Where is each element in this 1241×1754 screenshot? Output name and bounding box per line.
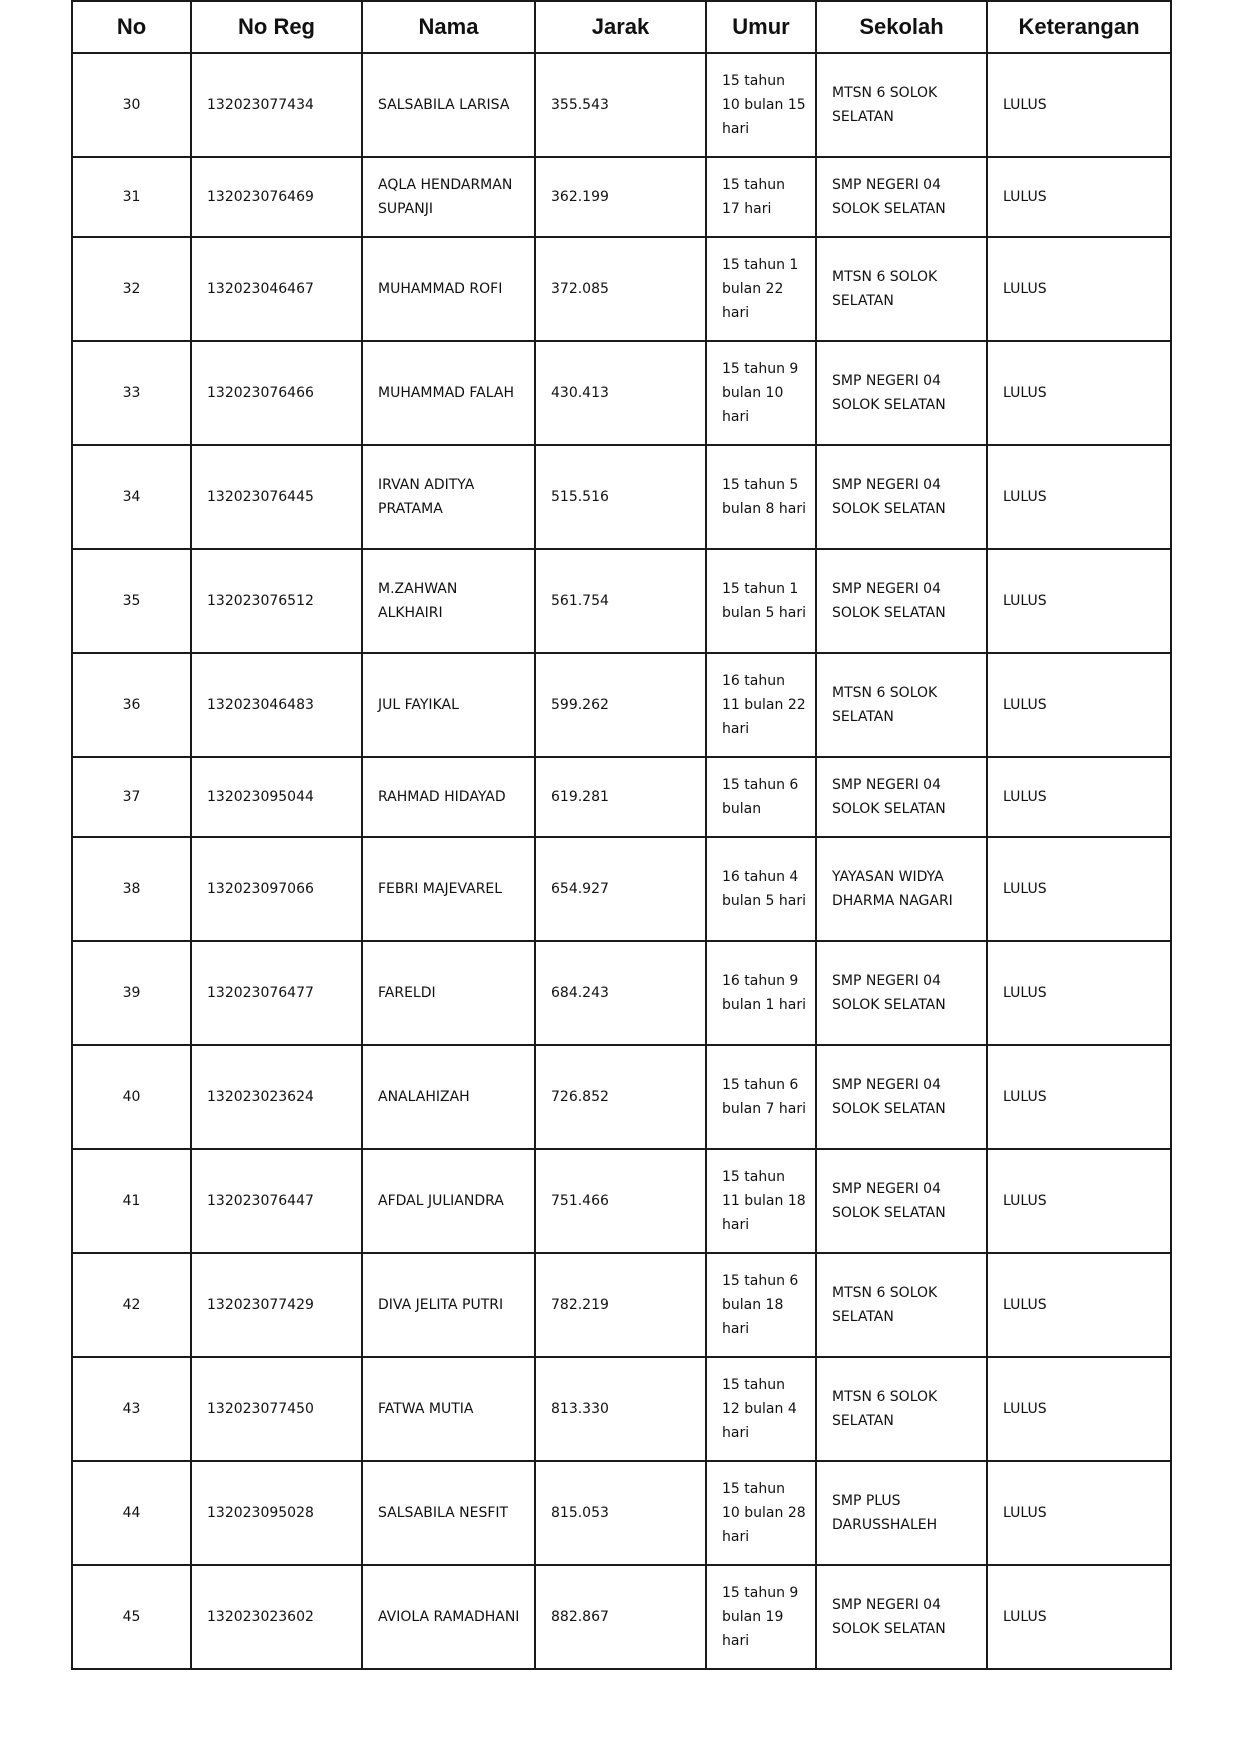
cell-no: 40: [72, 1045, 191, 1149]
cell-keterangan: LULUS: [987, 653, 1171, 757]
cell-nama: SALSABILA NESFIT: [362, 1461, 535, 1565]
cell-no-reg: 132023077429: [191, 1253, 362, 1357]
cell-no-reg: 132023023602: [191, 1565, 362, 1669]
cell-keterangan: LULUS: [987, 1149, 1171, 1253]
cell-no: 45: [72, 1565, 191, 1669]
cell-keterangan: LULUS: [987, 341, 1171, 445]
cell-sekolah: SMP NEGERI 04 SOLOK SELATAN: [816, 757, 987, 837]
cell-no: 37: [72, 757, 191, 837]
cell-umur: 16 tahun 4 bulan 5 hari: [706, 837, 816, 941]
cell-no: 44: [72, 1461, 191, 1565]
cell-jarak: 355.543: [535, 53, 706, 157]
cell-keterangan: LULUS: [987, 157, 1171, 237]
cell-no: 43: [72, 1357, 191, 1461]
cell-keterangan: LULUS: [987, 237, 1171, 341]
cell-umur: 15 tahun 6 bulan 18 hari: [706, 1253, 816, 1357]
cell-jarak: 882.867: [535, 1565, 706, 1669]
cell-no: 36: [72, 653, 191, 757]
cell-jarak: 813.330: [535, 1357, 706, 1461]
cell-no-reg: 132023023624: [191, 1045, 362, 1149]
table-header: [72, 1, 1171, 53]
cell-no: 38: [72, 837, 191, 941]
cell-nama: RAHMAD HIDAYAD: [362, 757, 535, 837]
cell-jarak: 782.219: [535, 1253, 706, 1357]
cell-no: 39: [72, 941, 191, 1045]
cell-keterangan: LULUS: [987, 1461, 1171, 1565]
cell-no: 34: [72, 445, 191, 549]
results-table: [71, 0, 1172, 1670]
cell-nama: FARELDI: [362, 941, 535, 1045]
cell-nama: M.ZAHWAN ALKHAIRI: [362, 549, 535, 653]
cell-keterangan: LULUS: [987, 1357, 1171, 1461]
cell-sekolah: MTSN 6 SOLOK SELATAN: [816, 1357, 987, 1461]
cell-no: 32: [72, 237, 191, 341]
table-row: [72, 837, 1171, 941]
cell-jarak: 751.466: [535, 1149, 706, 1253]
cell-jarak: 515.516: [535, 445, 706, 549]
table-row: [72, 237, 1171, 341]
table-row: [72, 941, 1171, 1045]
table-row: [72, 1357, 1171, 1461]
cell-no-reg: 132023095028: [191, 1461, 362, 1565]
cell-no: 42: [72, 1253, 191, 1357]
cell-keterangan: LULUS: [987, 941, 1171, 1045]
cell-no-reg: 132023076477: [191, 941, 362, 1045]
cell-no-reg: 132023076466: [191, 341, 362, 445]
table-row: [72, 445, 1171, 549]
cell-keterangan: LULUS: [987, 53, 1171, 157]
cell-nama: SALSABILA LARISA: [362, 53, 535, 157]
header-no: No: [72, 1, 191, 53]
cell-no-reg: 132023076469: [191, 157, 362, 237]
header-nama: Nama: [362, 1, 535, 53]
cell-jarak: 599.262: [535, 653, 706, 757]
cell-sekolah: SMP NEGERI 04 SOLOK SELATAN: [816, 157, 987, 237]
cell-umur: 15 tahun 6 bulan 7 hari: [706, 1045, 816, 1149]
cell-sekolah: SMP PLUS DARUSSHALEH: [816, 1461, 987, 1565]
cell-nama: AVIOLA RAMADHANI: [362, 1565, 535, 1669]
cell-nama: FEBRI MAJEVAREL: [362, 837, 535, 941]
cell-no: 33: [72, 341, 191, 445]
cell-no: 30: [72, 53, 191, 157]
cell-jarak: 684.243: [535, 941, 706, 1045]
cell-nama: AFDAL JULIANDRA: [362, 1149, 535, 1253]
cell-jarak: 362.199: [535, 157, 706, 237]
cell-nama: DIVA JELITA PUTRI: [362, 1253, 535, 1357]
cell-jarak: 619.281: [535, 757, 706, 837]
cell-no-reg: 132023077434: [191, 53, 362, 157]
cell-nama: FATWA MUTIA: [362, 1357, 535, 1461]
table-row: [72, 653, 1171, 757]
cell-keterangan: LULUS: [987, 1565, 1171, 1669]
cell-sekolah: SMP NEGERI 04 SOLOK SELATAN: [816, 1149, 987, 1253]
cell-sekolah: MTSN 6 SOLOK SELATAN: [816, 237, 987, 341]
cell-jarak: 561.754: [535, 549, 706, 653]
cell-keterangan: LULUS: [987, 1253, 1171, 1357]
table-row: [72, 341, 1171, 445]
table-row: [72, 1461, 1171, 1565]
cell-nama: AQLA HENDARMAN SUPANJI: [362, 157, 535, 237]
cell-keterangan: LULUS: [987, 1045, 1171, 1149]
cell-no: 35: [72, 549, 191, 653]
cell-umur: 15 tahun 11 bulan 18 hari: [706, 1149, 816, 1253]
cell-no-reg: 132023076447: [191, 1149, 362, 1253]
cell-no-reg: 132023076445: [191, 445, 362, 549]
cell-no-reg: 132023046483: [191, 653, 362, 757]
header-row: [72, 1, 1171, 53]
cell-sekolah: SMP NEGERI 04 SOLOK SELATAN: [816, 941, 987, 1045]
cell-sekolah: MTSN 6 SOLOK SELATAN: [816, 653, 987, 757]
cell-no: 41: [72, 1149, 191, 1253]
cell-jarak: 654.927: [535, 837, 706, 941]
cell-umur: 15 tahun 12 bulan 4 hari: [706, 1357, 816, 1461]
cell-nama: MUHAMMAD FALAH: [362, 341, 535, 445]
cell-nama: JUL FAYIKAL: [362, 653, 535, 757]
header-no-reg: No Reg: [191, 1, 362, 53]
cell-no-reg: 132023046467: [191, 237, 362, 341]
cell-no-reg: 132023077450: [191, 1357, 362, 1461]
cell-sekolah: SMP NEGERI 04 SOLOK SELATAN: [816, 1045, 987, 1149]
table-row: [72, 1565, 1171, 1669]
table-row: [72, 1149, 1171, 1253]
cell-umur: 15 tahun 17 hari: [706, 157, 816, 237]
cell-keterangan: LULUS: [987, 757, 1171, 837]
cell-nama: IRVAN ADITYA PRATAMA: [362, 445, 535, 549]
cell-umur: 15 tahun 1 bulan 5 hari: [706, 549, 816, 653]
header-sekolah: Sekolah: [816, 1, 987, 53]
table-row: [72, 53, 1171, 157]
cell-keterangan: LULUS: [987, 549, 1171, 653]
cell-umur: 15 tahun 9 bulan 19 hari: [706, 1565, 816, 1669]
cell-nama: MUHAMMAD ROFI: [362, 237, 535, 341]
header-umur: Umur: [706, 1, 816, 53]
header-keterangan: Keterangan: [987, 1, 1171, 53]
cell-keterangan: LULUS: [987, 445, 1171, 549]
cell-sekolah: SMP NEGERI 04 SOLOK SELATAN: [816, 549, 987, 653]
cell-umur: 15 tahun 1 bulan 22 hari: [706, 237, 816, 341]
header-jarak: Jarak: [535, 1, 706, 53]
cell-jarak: 726.852: [535, 1045, 706, 1149]
cell-umur: 16 tahun 9 bulan 1 hari: [706, 941, 816, 1045]
cell-umur: 15 tahun 5 bulan 8 hari: [706, 445, 816, 549]
cell-jarak: 430.413: [535, 341, 706, 445]
cell-no: 31: [72, 157, 191, 237]
cell-jarak: 372.085: [535, 237, 706, 341]
cell-sekolah: SMP NEGERI 04 SOLOK SELATAN: [816, 1565, 987, 1669]
table-row: [72, 757, 1171, 837]
cell-sekolah: MTSN 6 SOLOK SELATAN: [816, 53, 987, 157]
table-row: [72, 1253, 1171, 1357]
cell-sekolah: SMP NEGERI 04 SOLOK SELATAN: [816, 341, 987, 445]
table-row: [72, 1045, 1171, 1149]
table-row: [72, 157, 1171, 237]
cell-no-reg: 132023076512: [191, 549, 362, 653]
table-body: [72, 53, 1171, 1669]
cell-umur: 15 tahun 10 bulan 28 hari: [706, 1461, 816, 1565]
cell-umur: 15 tahun 9 bulan 10 hari: [706, 341, 816, 445]
cell-no-reg: 132023095044: [191, 757, 362, 837]
cell-sekolah: YAYASAN WIDYA DHARMA NAGARI: [816, 837, 987, 941]
cell-umur: 15 tahun 6 bulan: [706, 757, 816, 837]
cell-sekolah: MTSN 6 SOLOK SELATAN: [816, 1253, 987, 1357]
table-row: [72, 549, 1171, 653]
cell-sekolah: SMP NEGERI 04 SOLOK SELATAN: [816, 445, 987, 549]
cell-no-reg: 132023097066: [191, 837, 362, 941]
cell-keterangan: LULUS: [987, 837, 1171, 941]
cell-nama: ANALAHIZAH: [362, 1045, 535, 1149]
cell-umur: 15 tahun 10 bulan 15 hari: [706, 53, 816, 157]
cell-umur: 16 tahun 11 bulan 22 hari: [706, 653, 816, 757]
cell-jarak: 815.053: [535, 1461, 706, 1565]
